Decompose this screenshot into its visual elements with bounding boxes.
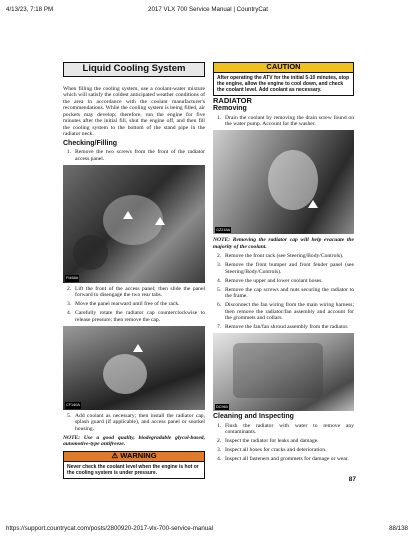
removing-steps-b <box>213 253 354 331</box>
warning-header: ⚠ WARNING <box>63 451 205 463</box>
step-5: 5. Remove the cap screws and nuts securing the radiator to the frame. <box>217 286 354 299</box>
browser-print-header <box>0 0 416 16</box>
radiator-assembly-photo <box>213 333 354 411</box>
caution-header: CAUTION <box>213 62 354 73</box>
step-4: 4. Remove the upper and lower coolant hoses. <box>217 277 323 284</box>
step-4: 4. Carefully rotate the radiator cap counterclockwise to release pressure; then remove the cap. <box>67 310 205 323</box>
pointer-arrow-icon <box>155 217 165 225</box>
page-number: 87 <box>348 476 356 483</box>
photo-tag: GZ218A <box>216 227 231 232</box>
step-1: 1. Drain the coolant by removing the drain screw found on the water pump. Account for the washer. <box>217 114 354 127</box>
left-column <box>63 62 205 479</box>
intro-paragraph: When filling the cooling system, use a coolant-water mixture which will satisfy the coldest anticipated weather conditions of the area in accordance with the coolant manufacturer's recommendations. While the cooling system is being filled, air pockets may develop; therefore, run the engine for five minutes after the initial fill, shut the engine off, and then fill the cooling system to the bottom of the stand pipe in the radiator neck. <box>63 85 205 137</box>
step-2: 2. Remove the front rack (see Steering/Body/Controls). <box>217 253 344 259</box>
cleaning-steps <box>213 423 354 463</box>
step-7: 7. Remove the fan/fan shroud assembly from the radiator. <box>217 324 349 330</box>
step-2: 2. Inspect the radiator for leaks and damage. <box>217 438 319 444</box>
removing-heading: Removing <box>213 105 247 112</box>
warning-triangle-icon: ⚠ <box>111 451 119 460</box>
caution-box <box>213 62 354 96</box>
radiator-cap-photo <box>63 326 205 410</box>
access-panel-photo <box>63 165 205 283</box>
step-2: 2. Lift the front of the access panel; then slide the panel forward to disengage the two rear tabs. <box>67 285 205 298</box>
step-3: 3. Inspect all hoses for cracks and deterioration. <box>217 447 327 453</box>
pointer-arrow-icon <box>123 211 133 219</box>
step-1: 1. Flush the radiator with water to remove any contaminants. <box>217 422 354 435</box>
antifreeze-note: NOTE: Use a good quality, biodegradable glycol-based, automotive-type antifreeze. <box>63 434 205 447</box>
step-3: 3. Remove the front bumper and front fender panel (see Steering/Body/Controls). <box>217 262 354 275</box>
step-1: 1. Remove the two screws from the front of the radiator access panel. <box>67 149 205 162</box>
section-title: Liquid Cooling System <box>63 62 205 77</box>
print-datetime: 4/13/23, 7:18 PM <box>6 6 54 13</box>
pointer-arrow-icon <box>133 344 143 352</box>
step-6: 6. Disconnect the fan wiring from the main wiring harness; then remove the radiator/fan assembly and account for the grommets and collars. <box>217 302 354 321</box>
step-4: 4. Inspect all fasteners and grommets for damage or wear. <box>217 456 349 462</box>
caution-text: After operating the ATV for the initial 5-10 minutes, stop the engine, allow the engine to cool down, and check the coolant level. Add coolant as necessary. <box>213 73 354 96</box>
pointer-arrow-icon <box>308 200 318 208</box>
checking-steps-b <box>63 286 205 324</box>
checking-steps-a <box>63 149 205 162</box>
step-5: 5. Add coolant as necessary; then install the radiator cap, splash guard (if applicable), and access panel or snorkel housing. <box>67 412 205 432</box>
removing-steps-a <box>213 115 354 128</box>
checking-steps-c <box>63 413 205 433</box>
print-page-counter: 88/138 <box>389 525 408 532</box>
print-doc-title: 2017 VLX 700 Service Manual | CountryCat <box>148 6 268 13</box>
cleaning-inspecting-heading: Cleaning and Inspecting <box>213 413 294 420</box>
print-url: https://support.countrycat.com/posts/2800920-2017-vlx-700-service-manual <box>6 525 214 532</box>
photo-tag: DC960 <box>216 404 228 409</box>
photo-tag: FI468A <box>66 276 79 280</box>
radiator-heading: RADIATOR <box>213 95 252 105</box>
warning-box <box>63 451 205 480</box>
step-3: 3. Move the panel rearward until free of the rack. <box>67 301 180 307</box>
checking-filling-heading: Checking/Filling <box>63 139 118 147</box>
radiator-cap-note: NOTE: Removing the radiator cap will help evacuate the majority of the coolant. <box>213 237 354 250</box>
water-pump-photo <box>213 130 354 234</box>
browser-print-footer <box>0 520 416 538</box>
right-column <box>213 62 354 465</box>
photo-tag: CF140A <box>66 403 80 407</box>
warning-text: Never check the coolant level when the engine is hot or the cooling system is under pressure. <box>63 462 205 479</box>
